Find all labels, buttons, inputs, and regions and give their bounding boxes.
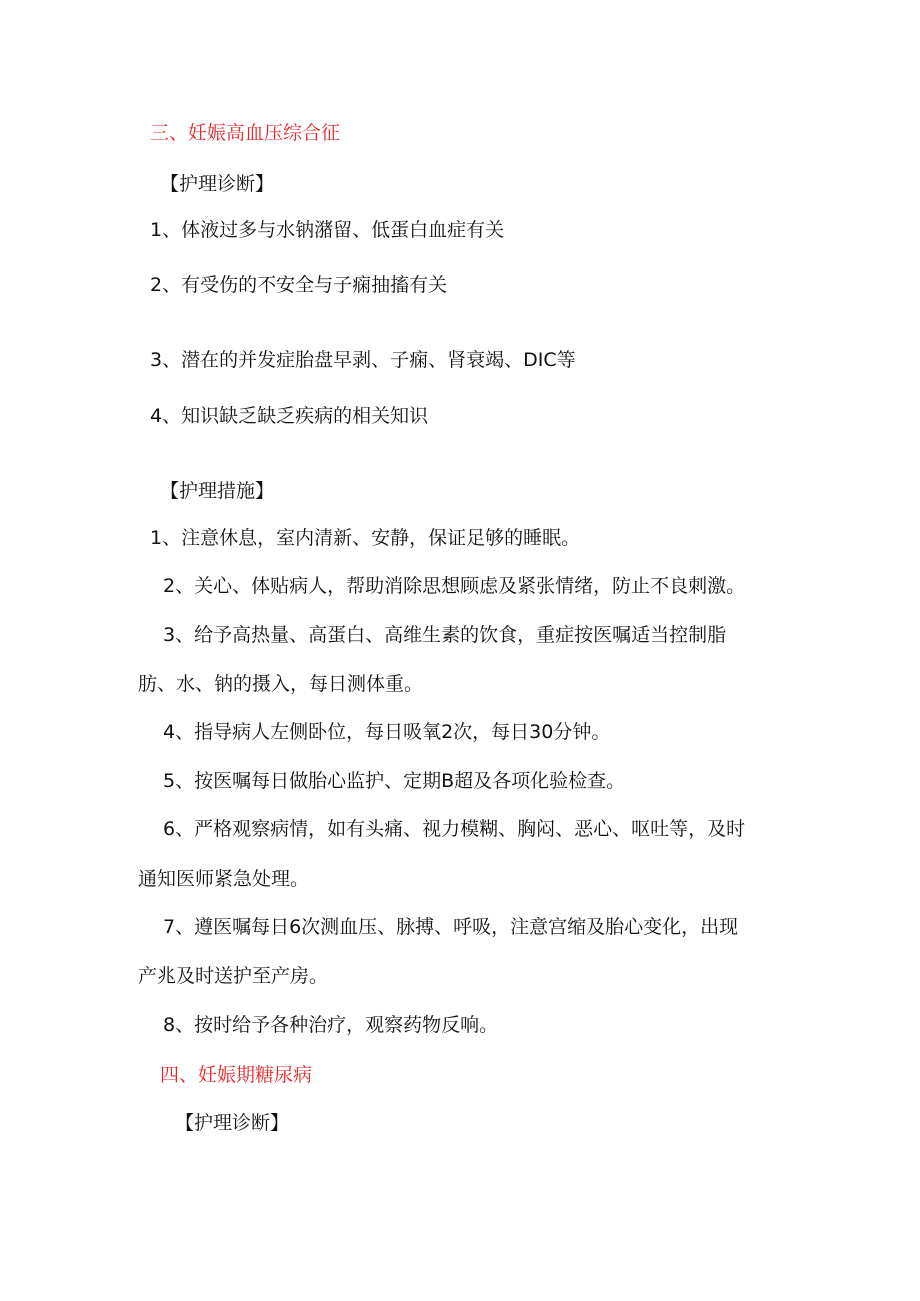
section4-diagnosis-label: 【护理诊断】	[175, 1112, 290, 1134]
diagnosis-item-3: 3、潜在的并发症胎盘早剥、子痫、肾衰竭、DIC等	[150, 349, 576, 371]
measure-item-1: 1、注意休息，室内清新、安静，保证足够的睡眠。	[150, 527, 581, 549]
measure-item-7: 7、遵医嘱每日6次测血压、脉搏、呼吸，注意宫缩及胎心变化，出现	[163, 916, 739, 938]
measure-item-8: 8、按时给予各种治疗，观察药物反响。	[163, 1014, 499, 1036]
measures-label: 【护理措施】	[160, 480, 275, 502]
diagnosis-item-2: 2、有受伤的不安全与子痫抽搐有关	[150, 274, 448, 296]
measure-item-5: 5、按医嘱每日做胎心监护、定期B超及各项化验检查。	[163, 770, 626, 792]
measure-item-6-cont: 通知医师紧急处理。	[138, 868, 310, 890]
diagnosis-label: 【护理诊断】	[160, 173, 275, 195]
section3-title: 三、妊娠高血压综合征	[150, 122, 341, 144]
measure-item-7-cont: 产兆及时送护至产房。	[138, 965, 329, 987]
diagnosis-item-1: 1、体液过多与水钠潴留、低蛋白血症有关	[150, 219, 505, 241]
measure-item-4: 4、指导病人左侧卧位，每日吸氧2次，每日30分钟。	[163, 721, 611, 743]
measure-item-3: 3、给予高热量、高蛋白、高维生素的饮食，重症按医嘱适当控制脂	[163, 624, 727, 646]
measure-item-6: 6、严格观察病情，如有头痛、视力模糊、胸闷、恶心、呕吐等，及时	[163, 818, 746, 840]
measure-item-3-cont: 肪、水、钠的摄入，每日测体重。	[138, 673, 424, 695]
section4-title: 四、妊娠期糖尿病	[160, 1064, 313, 1086]
measure-item-2: 2、关心、体贴病人，帮助消除思想顾虑及紧张情绪，防止不良刺激。	[163, 575, 746, 597]
diagnosis-item-4: 4、知识缺乏缺乏疾病的相关知识	[150, 405, 429, 427]
